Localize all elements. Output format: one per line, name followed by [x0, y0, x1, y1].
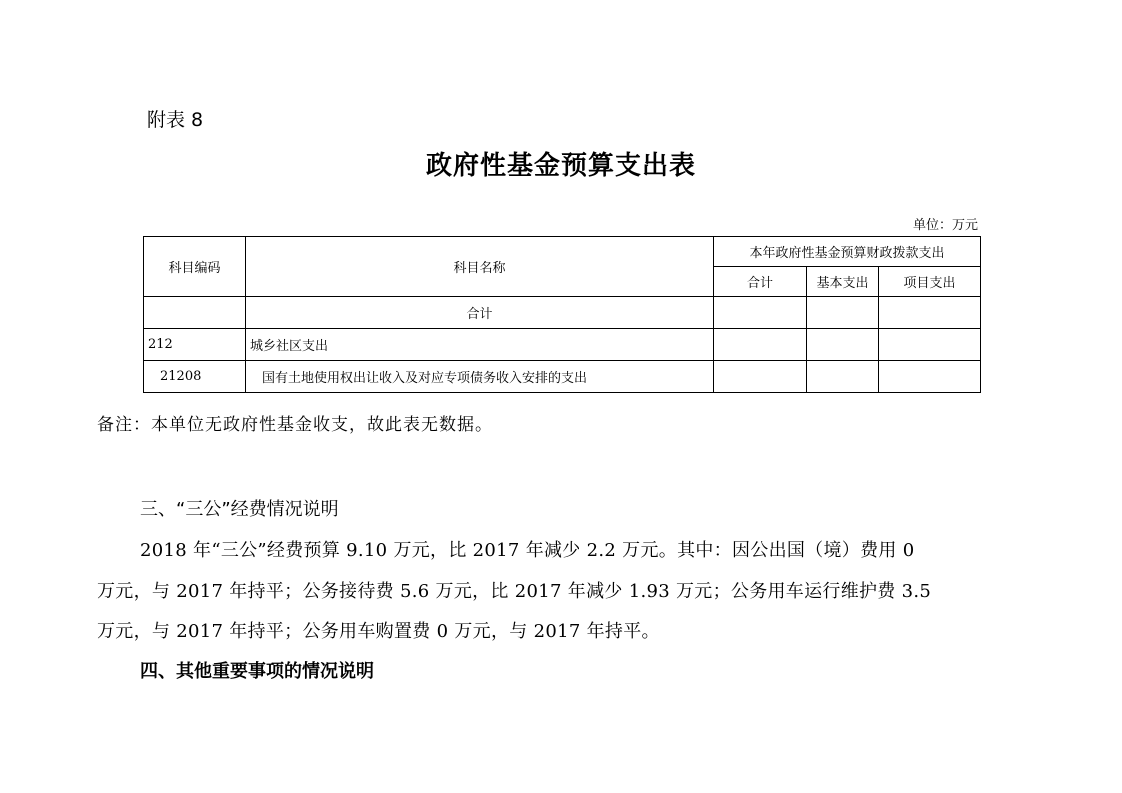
table-note: 备注：本单位无政府性基金收支，故此表无数据。	[97, 415, 493, 435]
header-project: 项目支出	[879, 267, 981, 297]
row-total	[714, 361, 807, 393]
row-code	[144, 297, 246, 329]
header-group: 本年政府性基金预算财政拨款支出	[714, 237, 981, 267]
row-code: 212	[144, 329, 246, 361]
header-name: 科目名称	[246, 237, 714, 297]
row-project	[879, 361, 981, 393]
table-row	[144, 361, 981, 393]
header-total: 合计	[714, 267, 807, 297]
table-row	[144, 297, 981, 329]
row-name: 城乡社区支出	[246, 329, 714, 361]
table-header-row	[144, 237, 981, 267]
row-name: 国有土地使用权出让收入及对应专项债务收入安排的支出	[246, 361, 714, 393]
section-three-line-1: 2018 年“三公”经费预算 9.10 万元，比 2017 年减少 2.2 万元。其中：因公出国（境）费用 0	[140, 540, 915, 561]
section-three-heading: 三、“三公”经费情况说明	[140, 499, 339, 520]
table-row	[144, 329, 981, 361]
section-three-line-2: 万元，与 2017 年持平；公务接待费 5.6 万元，比 2017 年减少 1.93 万元；公务用车运行维护费 3.5	[97, 581, 932, 602]
unit-label: 单位：万元	[912, 218, 978, 233]
attachment-label: 附表 8	[147, 109, 204, 131]
row-basic	[807, 329, 879, 361]
row-basic	[807, 361, 879, 393]
section-four-heading: 四、其他重要事项的情况说明	[140, 661, 374, 682]
row-code: 21208	[144, 361, 246, 393]
section-three-line-3: 万元，与 2017 年持平；公务用车购置费 0 万元，与 2017 年持平。	[97, 621, 660, 642]
row-basic	[807, 297, 879, 329]
row-total	[714, 329, 807, 361]
header-basic: 基本支出	[807, 267, 879, 297]
row-project	[879, 329, 981, 361]
row-name: 合计	[246, 297, 714, 329]
row-project	[879, 297, 981, 329]
row-total	[714, 297, 807, 329]
budget-table	[143, 236, 981, 393]
header-code: 科目编码	[144, 237, 246, 297]
page-title: 政府性基金预算支出表	[425, 151, 696, 181]
